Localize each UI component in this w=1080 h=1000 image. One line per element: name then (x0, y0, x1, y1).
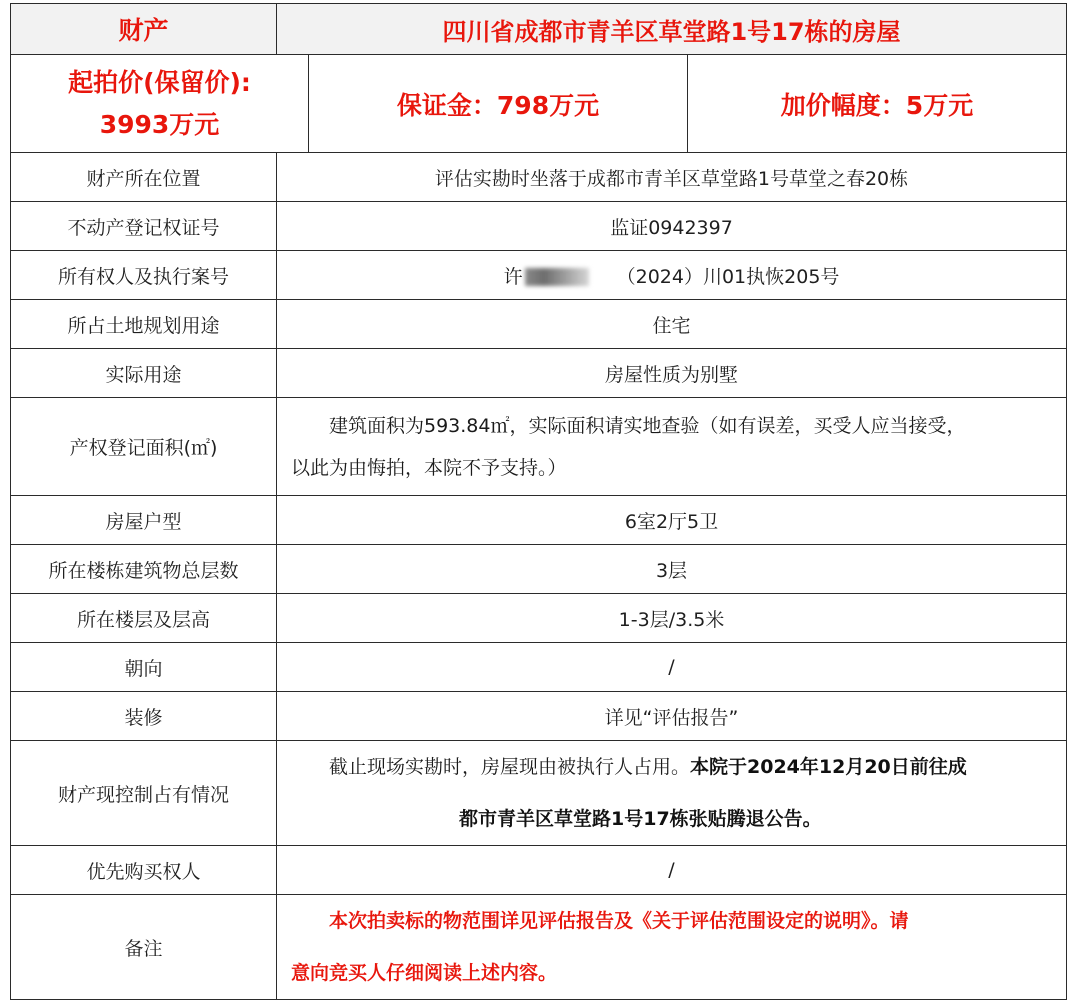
occupancy-bold-text-1: 本院于2024年12月20日前往成 (690, 756, 967, 778)
reserve-price-label: 起拍价(保留价): (68, 67, 251, 97)
pricing-row (11, 55, 1067, 153)
table-row (11, 300, 1067, 349)
decoration-value: 详见“评估报告” (277, 692, 1067, 741)
floors-value: 3层 (277, 545, 1067, 594)
table-row (11, 202, 1067, 251)
property-label: 财产 (11, 4, 277, 55)
increment-cell: 加价幅度：5万元 (688, 55, 1067, 153)
location-value: 评估实勘时坐落于成都市青羊区草堂路1号草堂之春20栋 (277, 153, 1067, 202)
area-value (277, 398, 1067, 496)
remarks-label: 备注 (11, 895, 277, 1000)
preemption-label: 优先购买权人 (11, 846, 277, 895)
table-row (11, 153, 1067, 202)
table-row (11, 251, 1067, 300)
occupancy-bold-text-2: 都市青羊区草堂路1号17栋张贴腾退公告。 (459, 808, 822, 830)
table-row (11, 398, 1067, 496)
floor-height-value: 1-3层/3.5米 (277, 594, 1067, 643)
occupancy-line-2 (291, 793, 1052, 845)
remarks-line-1: 本次拍卖标的物范围详见评估报告及《关于评估范围设定的说明》。请 (329, 910, 909, 932)
owner-label: 所有权人及执行案号 (11, 251, 277, 300)
owner-name: 许 (503, 265, 523, 288)
occupancy-line-1 (291, 741, 1052, 793)
orientation-value: / (277, 643, 1067, 692)
remarks-value (277, 895, 1067, 1000)
remarks-line-2: 意向竞买人仔细阅读上述内容。 (291, 962, 558, 984)
area-line-2: 以此为由悔拍，本院不予支持。） (291, 456, 567, 479)
floors-label: 所在楼栋建筑物总层数 (11, 545, 277, 594)
occupancy-label: 财产现控制占有情况 (11, 741, 277, 846)
table-row (11, 545, 1067, 594)
orientation-label: 朝向 (11, 643, 277, 692)
table-row (11, 496, 1067, 545)
occupancy-normal-text: 截止现场实勘时，房屋现由被执行人占用。 (329, 756, 691, 778)
table-row (11, 594, 1067, 643)
actual-use-value: 房屋性质为别墅 (277, 349, 1067, 398)
actual-use-label: 实际用途 (11, 349, 277, 398)
auction-property-table (10, 3, 1067, 1000)
location-label: 财产所在位置 (11, 153, 277, 202)
owner-value (277, 251, 1067, 300)
deposit-cell: 保证金：798万元 (309, 55, 688, 153)
table-row (11, 895, 1067, 1000)
table-row (11, 741, 1067, 846)
reserve-price-value: 3993万元 (99, 109, 220, 139)
table-row (11, 643, 1067, 692)
layout-label: 房屋户型 (11, 496, 277, 545)
cert-value: 监证0942397 (277, 202, 1067, 251)
cert-label: 不动产登记权证号 (11, 202, 277, 251)
occupancy-value (277, 741, 1067, 846)
redaction-blur (525, 268, 589, 286)
land-use-value: 住宅 (277, 300, 1067, 349)
land-use-label: 所占土地规划用途 (11, 300, 277, 349)
property-title: 四川省成都市青羊区草堂路1号17栋的房屋 (277, 4, 1067, 55)
layout-value: 6室2厅5卫 (277, 496, 1067, 545)
decoration-label: 装修 (11, 692, 277, 741)
header-row (11, 4, 1067, 55)
case-number: （2024）川01执恢205号 (616, 265, 840, 288)
floor-height-label: 所在楼层及层高 (11, 594, 277, 643)
area-line-1: 建筑面积为593.84㎡，实际面积请实地查验（如有误差，买受人应当接受， (329, 414, 966, 437)
table-row (11, 349, 1067, 398)
preemption-value: / (277, 846, 1067, 895)
area-label: 产权登记面积(㎡) (11, 398, 277, 496)
reserve-price-cell (11, 55, 309, 153)
table-row (11, 692, 1067, 741)
table-row (11, 846, 1067, 895)
